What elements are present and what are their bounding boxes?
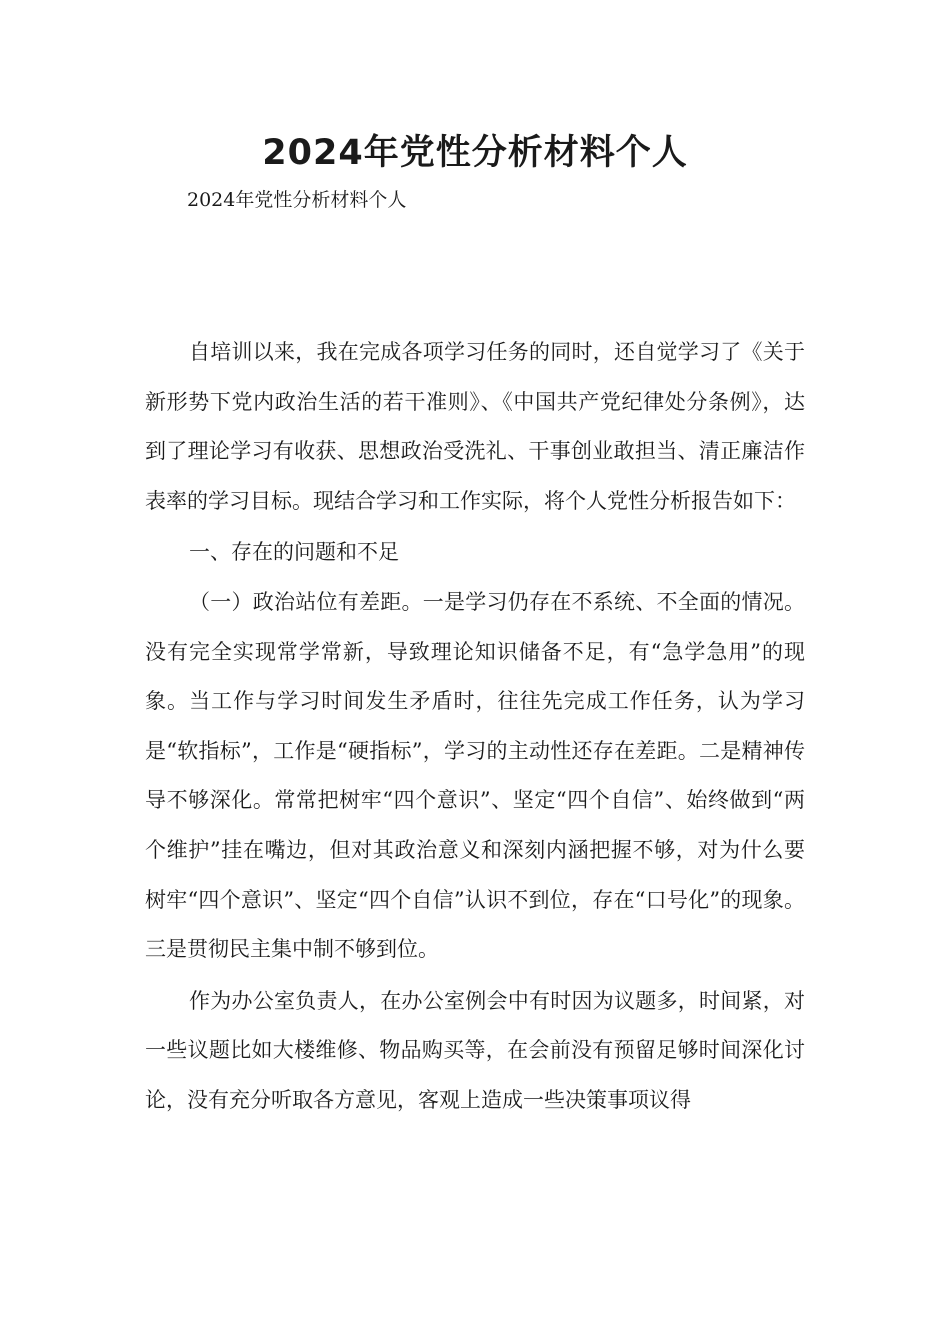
paragraph-political-stance: （一）政治站位有差距。一是学习仍存在不系统、不全面的情况。没有完全实现常学常新，导致理论知识储备不足，有“急学急用”的现象。当工作与学习时间发生矛盾时，往往先完成工作任务，认为学习是“软指标”，工作是“硬指标”，学习的主动性还存在差距。二是精神传导不够深化。常常把树牢“四个意识”、坚定“四个自信”、始终做到“两个维护”挂在嘴边，但对其政治意义和深刻内涵把握不够，对为什么要树牢“四个意识”、坚定“四个自信”认识不到位，存在“口号化”的现象。三是贯彻民主集中制不够到位。 xyxy=(145,589,805,962)
document-body xyxy=(145,328,805,1126)
paragraph-intro: 自培训以来，我在完成各项学习任务的同时，还自觉学习了《关于新形势下党内政治生活的若干准则》、《中国共产党纪律处分条例》，达到了理论学习有收获、思想政治受洗礼、干事创业敢担当、清正廉洁作表率的学习目标。现结合学习和工作实际，将个人党性分析报告如下： xyxy=(145,340,805,513)
section-heading: 一、存在的问题和不足 xyxy=(189,540,399,565)
page-title: 2024年党性分析材料个人 xyxy=(262,133,688,173)
paragraph-office-lead: 作为办公室负责人，在办公室例会中有时因为议题多，时间紧，对一些议题比如大楼维修、物品购买等，在会前没有预留足够时间深化讨论，没有充分听取各方意见，客观上造成一些决策事项议得 xyxy=(145,988,805,1112)
document-subtitle: 2024年党性分析材料个人 xyxy=(187,189,407,211)
